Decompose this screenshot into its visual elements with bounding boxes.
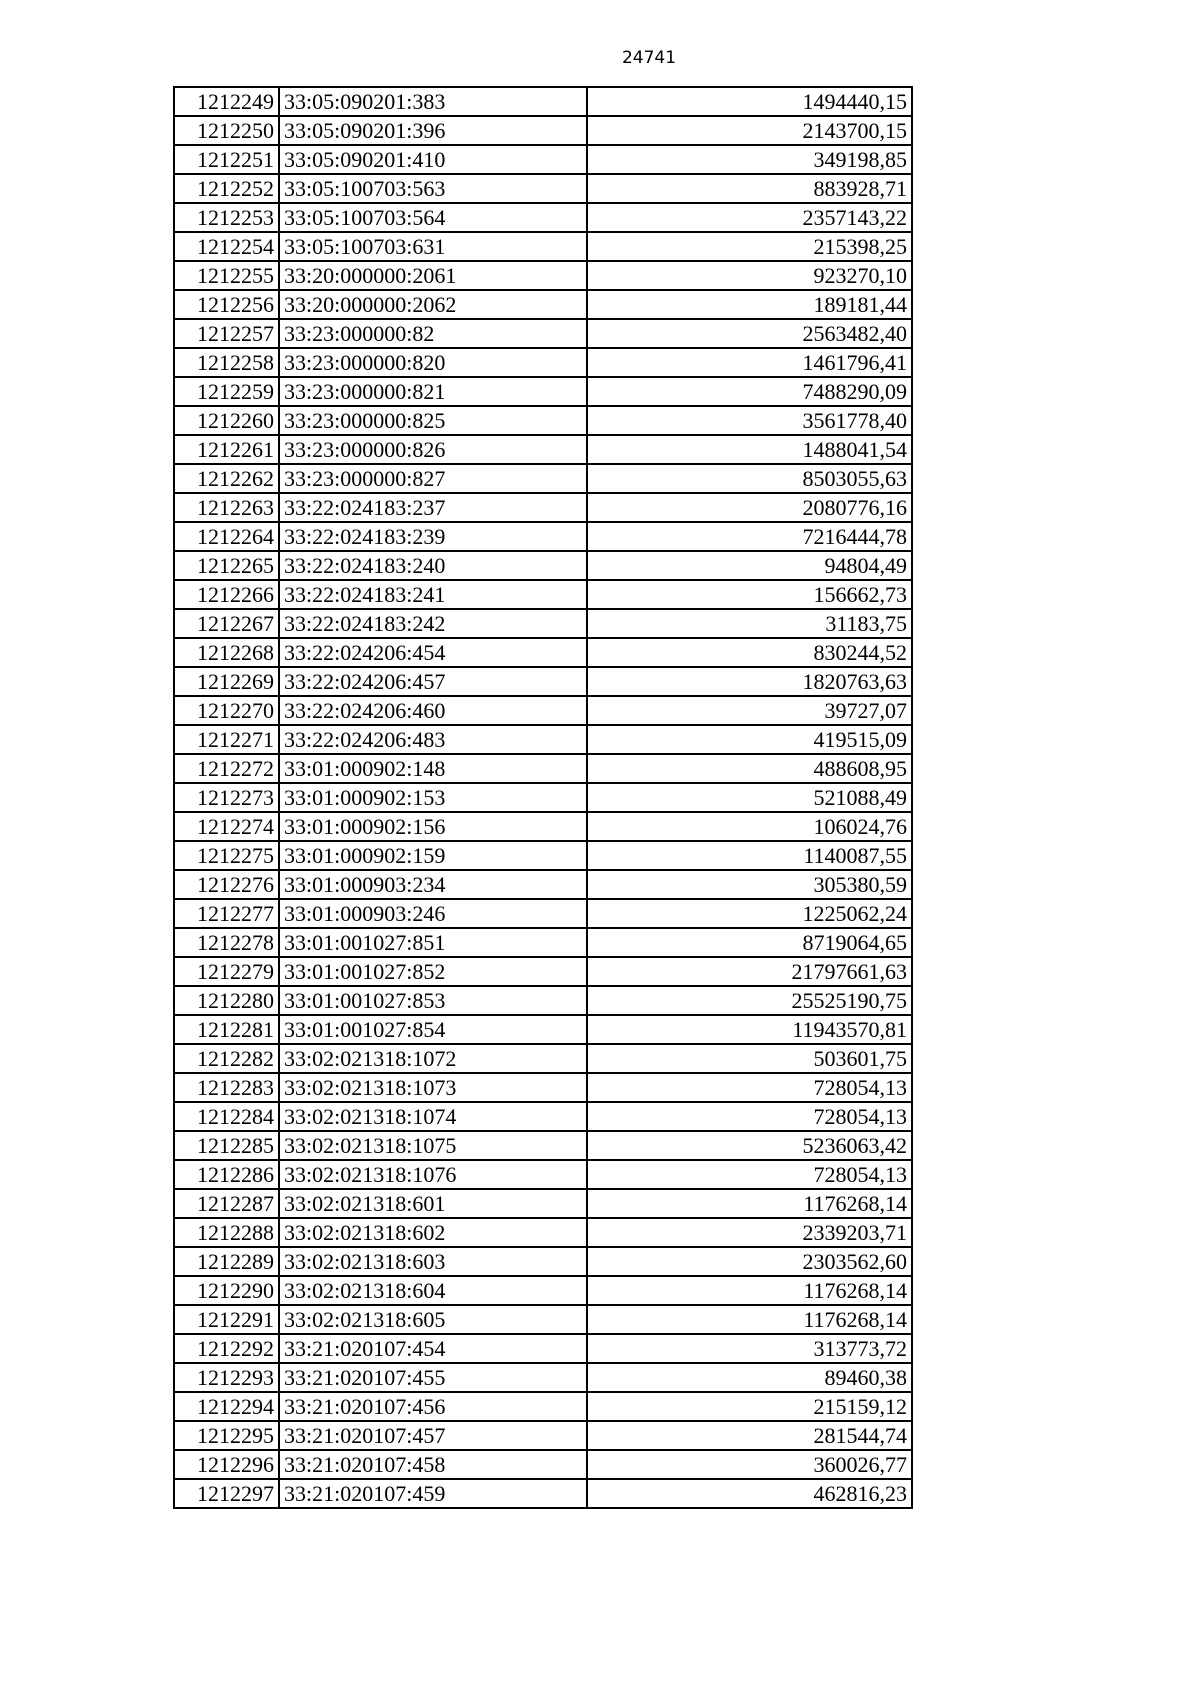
cadastral-number-cell: 33:21:020107:458: [279, 1450, 587, 1479]
value-cell: 8503055,63: [587, 464, 912, 493]
page-number: 24741: [621, 48, 677, 68]
row-id-cell: 1212265: [174, 551, 279, 580]
table-row: [174, 725, 912, 754]
cadastral-number-cell: 33:22:024183:239: [279, 522, 587, 551]
cadastral-number-cell: 33:01:000903:246: [279, 899, 587, 928]
table-row: [174, 696, 912, 725]
row-id-cell: 1212269: [174, 667, 279, 696]
table-row: [174, 754, 912, 783]
cadastral-number-cell: 33:23:000000:826: [279, 435, 587, 464]
table-row: [174, 580, 912, 609]
value-cell: 11943570,81: [587, 1015, 912, 1044]
row-id-cell: 1212250: [174, 116, 279, 145]
value-cell: 1820763,63: [587, 667, 912, 696]
cadastral-number-cell: 33:22:024206:454: [279, 638, 587, 667]
cadastral-number-cell: 33:01:001027:851: [279, 928, 587, 957]
cadastral-number-cell: 33:22:024183:237: [279, 493, 587, 522]
value-cell: 2339203,71: [587, 1218, 912, 1247]
cadastral-number-cell: 33:02:021318:602: [279, 1218, 587, 1247]
cadastral-number-cell: 33:23:000000:82: [279, 319, 587, 348]
row-id-cell: 1212274: [174, 812, 279, 841]
value-cell: 5236063,42: [587, 1131, 912, 1160]
cadastral-number-cell: 33:01:001027:852: [279, 957, 587, 986]
table-row: [174, 406, 912, 435]
cadastral-number-cell: 33:23:000000:820: [279, 348, 587, 377]
row-id-cell: 1212271: [174, 725, 279, 754]
cadastral-number-cell: 33:02:021318:1074: [279, 1102, 587, 1131]
cadastral-number-cell: 33:05:100703:564: [279, 203, 587, 232]
value-cell: 1494440,15: [587, 87, 912, 116]
row-id-cell: 1212270: [174, 696, 279, 725]
row-id-cell: 1212252: [174, 174, 279, 203]
table-row: [174, 899, 912, 928]
row-id-cell: 1212254: [174, 232, 279, 261]
value-cell: 521088,49: [587, 783, 912, 812]
table-row: [174, 174, 912, 203]
row-id-cell: 1212281: [174, 1015, 279, 1044]
table-row: [174, 261, 912, 290]
table-row: [174, 783, 912, 812]
table-row: [174, 522, 912, 551]
row-id-cell: 1212273: [174, 783, 279, 812]
value-cell: 2303562,60: [587, 1247, 912, 1276]
cadastral-number-cell: 33:05:100703:563: [279, 174, 587, 203]
cadastral-number-cell: 33:01:000902:148: [279, 754, 587, 783]
cadastral-number-cell: 33:20:000000:2062: [279, 290, 587, 319]
value-cell: 462816,23: [587, 1479, 912, 1508]
cadastral-number-cell: 33:23:000000:821: [279, 377, 587, 406]
value-cell: 883928,71: [587, 174, 912, 203]
table-row: [174, 348, 912, 377]
row-id-cell: 1212294: [174, 1392, 279, 1421]
table-row: [174, 1160, 912, 1189]
table-row: [174, 1247, 912, 1276]
value-cell: 7216444,78: [587, 522, 912, 551]
row-id-cell: 1212255: [174, 261, 279, 290]
table-row: [174, 203, 912, 232]
table-row: [174, 1450, 912, 1479]
value-cell: 2563482,40: [587, 319, 912, 348]
row-id-cell: 1212293: [174, 1363, 279, 1392]
cadastral-number-cell: 33:05:090201:383: [279, 87, 587, 116]
cadastral-number-cell: 33:22:024206:457: [279, 667, 587, 696]
row-id-cell: 1212280: [174, 986, 279, 1015]
cadastral-number-cell: 33:01:000902:153: [279, 783, 587, 812]
value-cell: 1176268,14: [587, 1189, 912, 1218]
value-cell: 728054,13: [587, 1073, 912, 1102]
cadastral-number-cell: 33:22:024206:483: [279, 725, 587, 754]
cadastral-number-cell: 33:21:020107:459: [279, 1479, 587, 1508]
value-cell: 156662,73: [587, 580, 912, 609]
row-id-cell: 1212275: [174, 841, 279, 870]
table-row: [174, 464, 912, 493]
table-row: [174, 1479, 912, 1508]
value-cell: 1140087,55: [587, 841, 912, 870]
value-cell: 21797661,63: [587, 957, 912, 986]
cadastral-number-cell: 33:01:000902:156: [279, 812, 587, 841]
value-cell: 39727,07: [587, 696, 912, 725]
table-row: [174, 1334, 912, 1363]
row-id-cell: 1212249: [174, 87, 279, 116]
table-row: [174, 1276, 912, 1305]
value-cell: 31183,75: [587, 609, 912, 638]
row-id-cell: 1212290: [174, 1276, 279, 1305]
row-id-cell: 1212263: [174, 493, 279, 522]
row-id-cell: 1212297: [174, 1479, 279, 1508]
row-id-cell: 1212260: [174, 406, 279, 435]
cadastral-number-cell: 33:21:020107:456: [279, 1392, 587, 1421]
value-cell: 7488290,09: [587, 377, 912, 406]
value-cell: 8719064,65: [587, 928, 912, 957]
table-row: [174, 609, 912, 638]
value-cell: 2357143,22: [587, 203, 912, 232]
cadastral-number-cell: 33:01:001027:853: [279, 986, 587, 1015]
row-id-cell: 1212267: [174, 609, 279, 638]
row-id-cell: 1212253: [174, 203, 279, 232]
value-cell: 728054,13: [587, 1160, 912, 1189]
cadastral-number-cell: 33:02:021318:1073: [279, 1073, 587, 1102]
cadastral-number-cell: 33:02:021318:601: [279, 1189, 587, 1218]
value-cell: 1176268,14: [587, 1305, 912, 1334]
row-id-cell: 1212277: [174, 899, 279, 928]
row-id-cell: 1212259: [174, 377, 279, 406]
cadastral-number-cell: 33:22:024183:242: [279, 609, 587, 638]
cadastral-number-cell: 33:02:021318:1072: [279, 1044, 587, 1073]
cadastral-number-cell: 33:01:001027:854: [279, 1015, 587, 1044]
cadastral-number-cell: 33:22:024183:240: [279, 551, 587, 580]
table-row: [174, 1015, 912, 1044]
row-id-cell: 1212262: [174, 464, 279, 493]
value-cell: 830244,52: [587, 638, 912, 667]
value-cell: 2080776,16: [587, 493, 912, 522]
cadastral-number-cell: 33:22:024206:460: [279, 696, 587, 725]
value-cell: 281544,74: [587, 1421, 912, 1450]
row-id-cell: 1212292: [174, 1334, 279, 1363]
value-cell: 349198,85: [587, 145, 912, 174]
row-id-cell: 1212251: [174, 145, 279, 174]
value-cell: 3561778,40: [587, 406, 912, 435]
row-id-cell: 1212278: [174, 928, 279, 957]
table-row: [174, 928, 912, 957]
table-row: [174, 986, 912, 1015]
cadastral-number-cell: 33:01:000903:234: [279, 870, 587, 899]
cadastral-number-cell: 33:02:021318:603: [279, 1247, 587, 1276]
row-id-cell: 1212295: [174, 1421, 279, 1450]
cadastral-number-cell: 33:20:000000:2061: [279, 261, 587, 290]
table-row: [174, 1392, 912, 1421]
row-id-cell: 1212282: [174, 1044, 279, 1073]
value-cell: 1225062,24: [587, 899, 912, 928]
value-cell: 313773,72: [587, 1334, 912, 1363]
value-cell: 728054,13: [587, 1102, 912, 1131]
row-id-cell: 1212261: [174, 435, 279, 464]
table-row: [174, 87, 912, 116]
table-row: [174, 435, 912, 464]
cadastral-number-cell: 33:23:000000:825: [279, 406, 587, 435]
table-row: [174, 1421, 912, 1450]
table-row: [174, 232, 912, 261]
cadastral-number-cell: 33:02:021318:1076: [279, 1160, 587, 1189]
value-cell: 503601,75: [587, 1044, 912, 1073]
row-id-cell: 1212291: [174, 1305, 279, 1334]
table-row: [174, 116, 912, 145]
row-id-cell: 1212288: [174, 1218, 279, 1247]
value-cell: 419515,09: [587, 725, 912, 754]
cadastral-number-cell: 33:21:020107:455: [279, 1363, 587, 1392]
cadastral-number-cell: 33:21:020107:454: [279, 1334, 587, 1363]
row-id-cell: 1212285: [174, 1131, 279, 1160]
table-body: [174, 87, 912, 1508]
table-row: [174, 1131, 912, 1160]
value-cell: 215398,25: [587, 232, 912, 261]
table-row: [174, 812, 912, 841]
row-id-cell: 1212268: [174, 638, 279, 667]
table-row: [174, 1189, 912, 1218]
cadastral-number-cell: 33:23:000000:827: [279, 464, 587, 493]
cadastral-number-cell: 33:01:000902:159: [279, 841, 587, 870]
value-cell: 1461796,41: [587, 348, 912, 377]
table-row: [174, 1102, 912, 1131]
table-row: [174, 145, 912, 174]
table-row: [174, 1305, 912, 1334]
value-cell: 488608,95: [587, 754, 912, 783]
row-id-cell: 1212258: [174, 348, 279, 377]
row-id-cell: 1212266: [174, 580, 279, 609]
row-id-cell: 1212256: [174, 290, 279, 319]
cadastral-number-cell: 33:05:090201:396: [279, 116, 587, 145]
table-row: [174, 841, 912, 870]
table-row: [174, 551, 912, 580]
row-id-cell: 1212296: [174, 1450, 279, 1479]
row-id-cell: 1212257: [174, 319, 279, 348]
table-row: [174, 1363, 912, 1392]
row-id-cell: 1212272: [174, 754, 279, 783]
cadastral-number-cell: 33:05:100703:631: [279, 232, 587, 261]
table-row: [174, 870, 912, 899]
row-id-cell: 1212283: [174, 1073, 279, 1102]
cadastral-number-cell: 33:05:090201:410: [279, 145, 587, 174]
row-id-cell: 1212286: [174, 1160, 279, 1189]
value-cell: 1488041,54: [587, 435, 912, 464]
table-row: [174, 1073, 912, 1102]
table-row: [174, 1044, 912, 1073]
cadastral-number-cell: 33:22:024183:241: [279, 580, 587, 609]
table-row: [174, 319, 912, 348]
table-row: [174, 667, 912, 696]
row-id-cell: 1212287: [174, 1189, 279, 1218]
value-cell: 305380,59: [587, 870, 912, 899]
value-cell: 89460,38: [587, 1363, 912, 1392]
value-cell: 189181,44: [587, 290, 912, 319]
row-id-cell: 1212279: [174, 957, 279, 986]
cadastral-number-cell: 33:02:021318:1075: [279, 1131, 587, 1160]
value-cell: 215159,12: [587, 1392, 912, 1421]
row-id-cell: 1212284: [174, 1102, 279, 1131]
row-id-cell: 1212289: [174, 1247, 279, 1276]
table-row: [174, 493, 912, 522]
value-cell: 2143700,15: [587, 116, 912, 145]
cadastral-number-cell: 33:02:021318:605: [279, 1305, 587, 1334]
table-row: [174, 290, 912, 319]
table-row: [174, 377, 912, 406]
table-row: [174, 957, 912, 986]
cadastral-number-cell: 33:02:021318:604: [279, 1276, 587, 1305]
table-row: [174, 638, 912, 667]
cadastral-number-cell: 33:21:020107:457: [279, 1421, 587, 1450]
value-cell: 923270,10: [587, 261, 912, 290]
registry-table: [173, 86, 913, 1509]
value-cell: 1176268,14: [587, 1276, 912, 1305]
row-id-cell: 1212264: [174, 522, 279, 551]
row-id-cell: 1212276: [174, 870, 279, 899]
value-cell: 106024,76: [587, 812, 912, 841]
value-cell: 360026,77: [587, 1450, 912, 1479]
table-row: [174, 1218, 912, 1247]
value-cell: 25525190,75: [587, 986, 912, 1015]
value-cell: 94804,49: [587, 551, 912, 580]
